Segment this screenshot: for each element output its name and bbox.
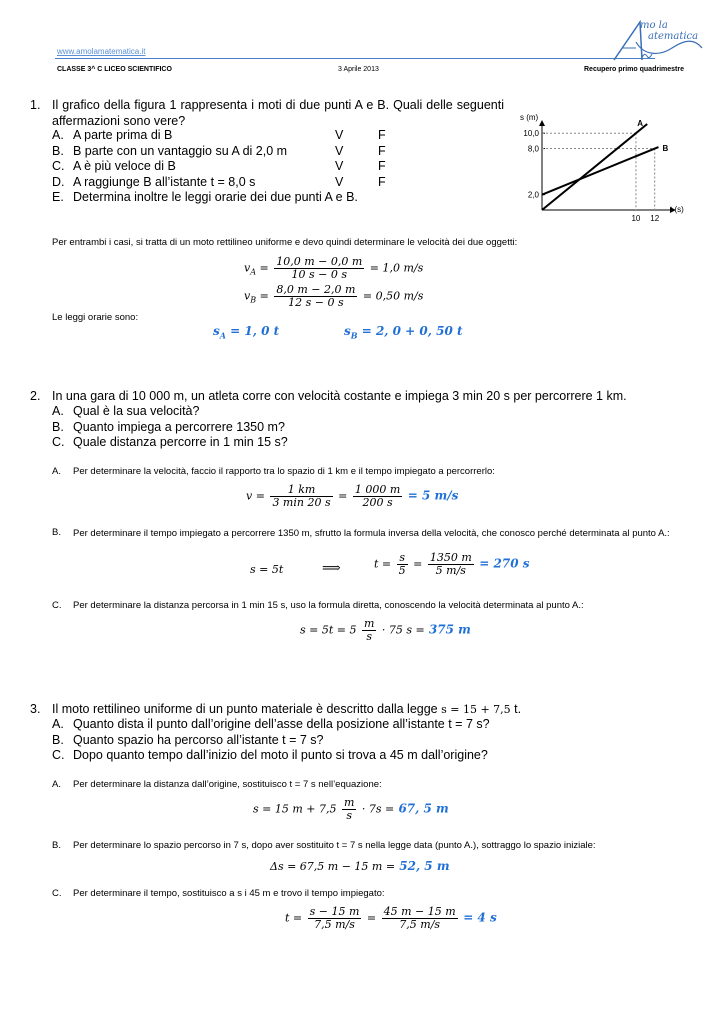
vb-fraction <box>274 284 357 309</box>
false-mark: F <box>378 143 386 158</box>
vb-result: = 0,50 m/s <box>362 289 424 303</box>
q3-solA-letter: A. <box>52 779 61 790</box>
q3a-rhs: · 7s = <box>361 802 395 816</box>
law-a-rhs: = 1, 0 t <box>225 324 280 338</box>
q2-frac2-num: 1 000 m <box>354 483 401 496</box>
q3-item-text: Quanto dista il punto dall’origine dell’asse della posizione all’istante t = 7 s? <box>73 717 490 731</box>
q3-item-text: Dopo quanto tempo dall’inizio del moto il punto si trova a 45 m dall’origine? <box>73 748 488 762</box>
q2c-frac <box>362 618 376 643</box>
q2-solA-result: = 5 m/s <box>407 488 459 503</box>
q2b-frac1-den: 5 <box>398 564 406 577</box>
q3c-frac1-num: s − 15 m <box>309 905 360 918</box>
logo-text-1: mo la <box>640 20 668 31</box>
law-b-sub: B <box>350 330 358 341</box>
q1-intro: Per entrambi i casi, si tratta di un moto rettilineo uniforme e devo quindi determinare le velocità dei due oggetti: <box>52 237 518 248</box>
q2b-frac2-den: 5 m/s <box>435 564 466 577</box>
y-axis-label: s (m) <box>520 113 539 122</box>
q2-number: 2. <box>30 389 41 403</box>
header-class: CLASSE 3^ C LICEO SCIENTIFICO <box>57 66 172 73</box>
q3-solA-formula <box>253 797 449 822</box>
q3-text-line <box>52 702 521 718</box>
q2-frac1 <box>270 484 332 509</box>
series-label-a: A <box>637 118 643 128</box>
q3c-eq: = <box>366 911 377 925</box>
series-line-a <box>542 124 647 210</box>
q2b-frac2-num: 1350 m <box>429 551 472 564</box>
q1-law-a <box>213 324 279 340</box>
q2-solC-text: Per determinare la distanza percorsa in 1 min 15 s, uso la formula diretta, conoscendo la velocità determinata al punto A.: <box>73 600 584 611</box>
q2b-frac1 <box>397 552 408 577</box>
q3-solC-result: = 4 s <box>463 910 497 925</box>
implies-arrow-icon: ⟹ <box>322 561 341 576</box>
q2b-eq: = <box>413 557 423 571</box>
q2-solC-result: 375 m <box>424 622 471 637</box>
q3c-frac1-den: 7,5 m/s <box>314 918 355 931</box>
q2b-frac1-num: s <box>397 552 408 565</box>
true-mark: V <box>335 128 344 142</box>
q2-text: In una gara di 10 000 m, un atleta corre con velocità costante e impiega 3 min 20 s per percorrere 1 km. <box>52 389 627 403</box>
vb-num: 8,0 m − 2,0 m <box>276 283 356 296</box>
q2-item-letter: B. <box>52 419 64 434</box>
q3c-t: t = <box>285 911 303 925</box>
q1-item-letter: C. <box>52 159 65 173</box>
q3-solC-letter: C. <box>52 888 62 899</box>
q3-solA-text: Per determinare la distanza dall’origine, sostituisco t = 7 s nell’equazione: <box>73 779 382 790</box>
true-mark: V <box>335 143 344 158</box>
q1-item-text: A parte prima di B <box>73 128 173 142</box>
q2b-t: t = <box>374 557 392 571</box>
q1-item-letter: A. <box>52 128 64 142</box>
q3-solB-letter: B. <box>52 840 61 851</box>
q2-solC-formula <box>300 618 471 643</box>
q1-law-b <box>344 324 463 340</box>
false-mark: F <box>378 159 386 173</box>
q3a-frac-num: m <box>343 796 355 809</box>
q2-solA-formula <box>246 484 458 509</box>
q3-item-text: Quanto spazio ha percorso all’istante t = 7 s? <box>73 732 324 747</box>
va-sub: A <box>250 267 256 277</box>
law-b-rhs: = 2, 0 + 0, 50 t <box>357 324 463 338</box>
q1-item-text: A raggiunge B all’istante t = 8,0 s <box>73 174 256 189</box>
q1-item-letter: D. <box>52 174 65 189</box>
q2-item-text: Quanto impiega a percorrere 1350 m? <box>73 419 285 434</box>
q2-item-text: Qual è la sua velocità? <box>73 404 200 418</box>
y-axis-arrow-icon <box>539 120 545 126</box>
q3c-frac2 <box>382 906 458 931</box>
q3-item-letter: C. <box>52 748 65 762</box>
q3-item-letter: A. <box>52 717 64 731</box>
va-num: 10,0 m − 0,0 m <box>276 255 363 268</box>
x-axis-label: t (s) <box>670 205 684 214</box>
va-den: 10 s − 0 s <box>291 268 347 281</box>
q1-item-e: Determina inoltre le leggi orarie dei due punti A e B. <box>73 190 358 204</box>
series-line-b <box>542 147 658 195</box>
false-mark: F <box>378 174 386 189</box>
q1-number: 1. <box>30 98 41 112</box>
q2c-lhs: s = 5t = 5 <box>300 623 357 637</box>
vb-label: v <box>244 289 251 303</box>
va-result: = 1,0 m/s <box>369 261 424 275</box>
law-a-s: s <box>213 324 220 338</box>
q3c-frac2-den: 7,5 m/s <box>399 918 441 931</box>
q2-item-letter: A. <box>52 404 64 418</box>
q1-va-formula: $v_A$ = $\frac{10,0 m - 0,0 m}{10 s - 0 s}$ = 1,0 m/s <box>244 255 424 281</box>
q3b-eq: Δs = 67,5 m − 15 m = <box>270 860 396 873</box>
va-fraction <box>274 256 364 281</box>
q3a-frac <box>342 797 356 822</box>
q1-item-e-letter: E. <box>52 190 64 204</box>
q2-solB-result: = 270 s <box>479 556 530 571</box>
q1-item-text: B parte con un vantaggio su A di 2,0 m <box>73 143 288 158</box>
q3-solA-result: 67, 5 m <box>394 801 449 816</box>
q2c-rhs: · 75 s = <box>381 623 425 637</box>
q3a-frac-den: s <box>346 809 353 822</box>
q2-solC-letter: C. <box>52 600 62 611</box>
q2-eq: = <box>338 489 348 503</box>
x-tick-label: 10 <box>631 214 641 223</box>
motion-chart <box>510 108 690 228</box>
false-mark: F <box>378 128 386 142</box>
q3-solB-result: 52, 5 m <box>395 859 450 873</box>
q2-solA-letter: A. <box>52 466 61 477</box>
header-date: 3 Aprile 2013 <box>338 66 379 73</box>
q2-frac1-den: 3 min 20 s <box>272 496 331 509</box>
site-url[interactable]: www.amolamatematica.it <box>57 47 146 56</box>
q3c-frac2-num: 45 m − 15 m <box>383 905 456 918</box>
series-label-b: B <box>662 144 669 154</box>
y-tick-label: 8,0 <box>527 144 539 154</box>
q2-solB-law: s = 5t <box>250 563 284 576</box>
x-tick-label: 12 <box>650 214 660 223</box>
header-title: Recupero primo quadrimestre <box>584 66 684 73</box>
q2-solB-text: Per determinare il tempo impiegato a percorrere 1350 m, sfrutto la formula inversa della velocità, che conosco perché determinata al punto A.: <box>73 528 670 539</box>
q2-solB-letter: B. <box>52 527 61 538</box>
q3a-lhs: s = 15 m + 7,5 <box>253 802 337 816</box>
q2c-frac-den: s <box>366 630 373 643</box>
q2-item-text: Quale distanza percorre in 1 min 15 s? <box>73 435 288 449</box>
true-mark: V <box>335 159 344 173</box>
q1-vb-formula: $v_B$ = $\frac{8,0 m - 2,0 m}{12 s - 0 s}$ = 0,50 m/s <box>244 283 424 309</box>
q3-number: 3. <box>30 702 41 716</box>
q3c-frac1 <box>308 906 362 931</box>
q2-frac1-num: 1 km <box>270 484 332 497</box>
header-rule <box>55 58 655 59</box>
q3-law: s = 15 + 7,5 <box>441 703 511 716</box>
motion-chart-svg <box>510 108 690 228</box>
q3-item-letter: B. <box>52 732 64 747</box>
q1-item-text: A è più veloce di B <box>73 159 176 173</box>
q1-laws-label: Le leggi orarie sono: <box>52 312 139 323</box>
q3-text: Il moto rettilineo uniforme di un punto materiale è descritto dalla legge <box>52 702 438 716</box>
vb-sub: B <box>250 295 257 305</box>
site-logo <box>612 18 704 62</box>
logo-text-2: atematica <box>648 31 699 42</box>
q2-frac2 <box>353 484 402 509</box>
q2-solA-text: Per determinare la velocità, faccio il rapporto tra lo spazio di 1 km e il tempo impiegato a percorrerlo: <box>73 466 495 477</box>
q1-item-letter: B. <box>52 143 64 158</box>
va-label: v <box>244 261 251 275</box>
y-tick-label: 10,0 <box>523 129 539 139</box>
q2-item-letter: C. <box>52 435 65 449</box>
q3-text-end: t. <box>514 702 522 716</box>
q3-solC-text: Per determinare il tempo, sostituisco a s i 45 m e trovo il tempo impiegato: <box>73 888 385 899</box>
q3-solB-text: Per determinare lo spazio percorso in 7 s, dopo aver sostituito t = 7 s nella legge data (punto A.), sottraggo lo spazio iniziale: <box>73 840 596 851</box>
q2-solB-formula <box>374 552 530 577</box>
q2b-frac2 <box>428 552 474 577</box>
y-tick-label: 2,0 <box>527 190 539 200</box>
q3-solB-formula <box>270 859 450 873</box>
law-b-s: s <box>344 324 351 338</box>
q1-text: Il grafico della figura 1 rappresenta i moti di due punti A e B. Quali delle seguenti affermazioni sono vere? <box>52 98 504 128</box>
vb-den: 12 s − 0 s <box>288 296 344 309</box>
q2-v: v = <box>246 489 265 503</box>
q3-solC-formula <box>285 906 497 931</box>
law-a-sub: A <box>219 330 226 341</box>
q2c-frac-num: m <box>363 617 375 630</box>
q2-frac2-den: 200 s <box>362 496 393 509</box>
true-mark: V <box>335 174 344 189</box>
